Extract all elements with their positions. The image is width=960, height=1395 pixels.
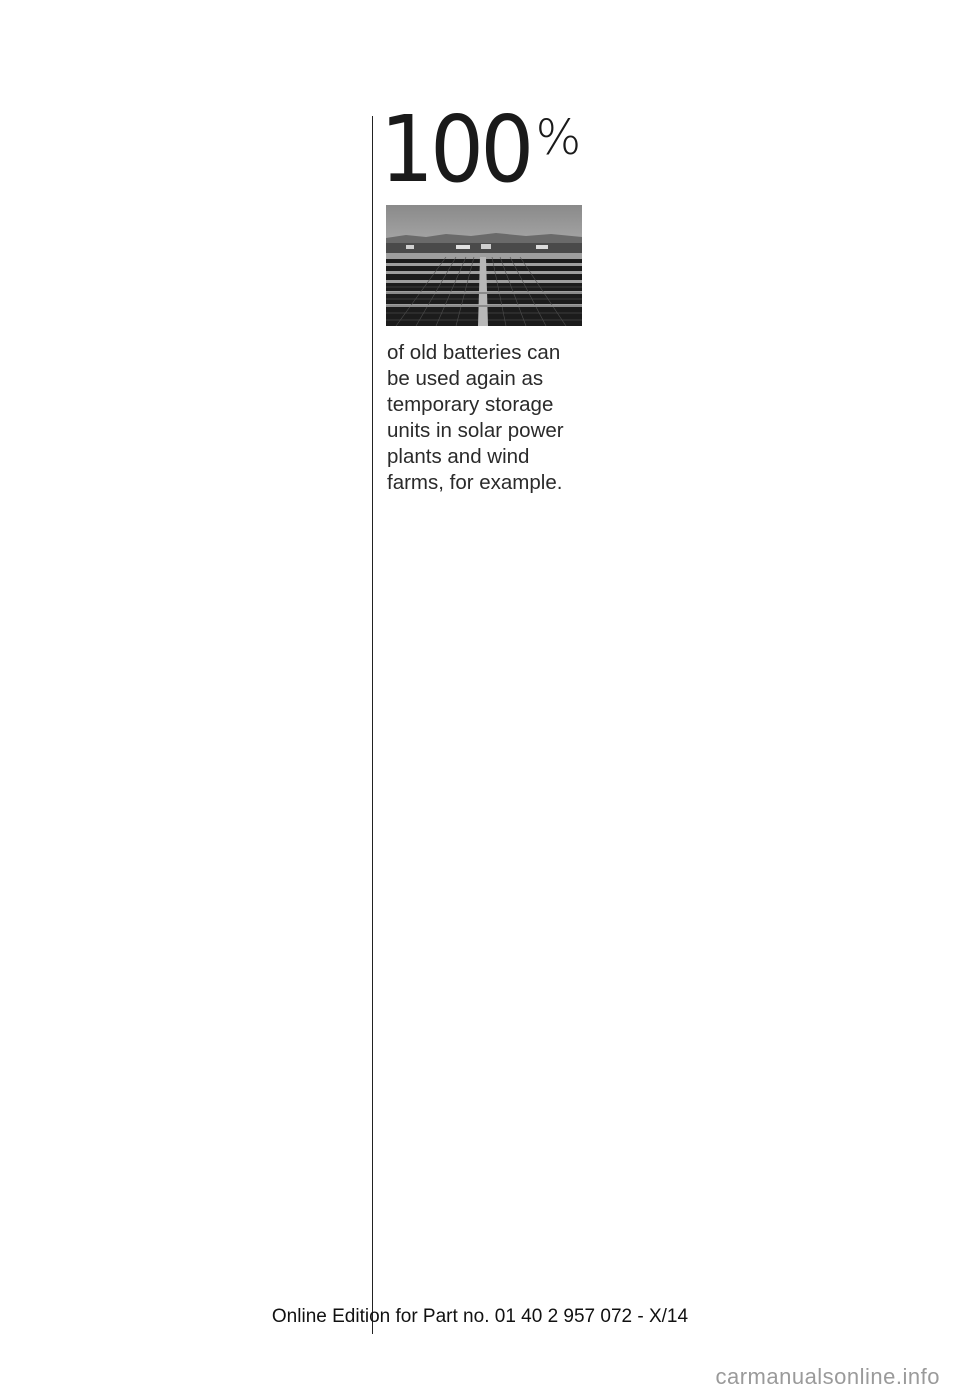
caption-line: units in solar power bbox=[387, 419, 564, 442]
stat-caption bbox=[387, 340, 587, 496]
stat-number: 100 bbox=[380, 96, 531, 203]
caption-line: of old batteries can bbox=[387, 341, 561, 364]
online-edition-footer: Online Edition for Part no. 01 40 2 957 072 - X/14 bbox=[271, 1306, 689, 1327]
caption-line: farms, for example. bbox=[387, 471, 563, 494]
stat-unit: % bbox=[535, 110, 582, 166]
caption-line: be used again as bbox=[387, 367, 544, 390]
vertical-divider-line bbox=[372, 116, 373, 1334]
caption-line: temporary storage bbox=[387, 393, 554, 416]
site-watermark: carmanualsonline.info bbox=[715, 1364, 940, 1389]
solar-panel-field-photo bbox=[386, 205, 582, 326]
stat-heading bbox=[380, 96, 582, 203]
caption-line: plants and wind bbox=[387, 445, 530, 468]
